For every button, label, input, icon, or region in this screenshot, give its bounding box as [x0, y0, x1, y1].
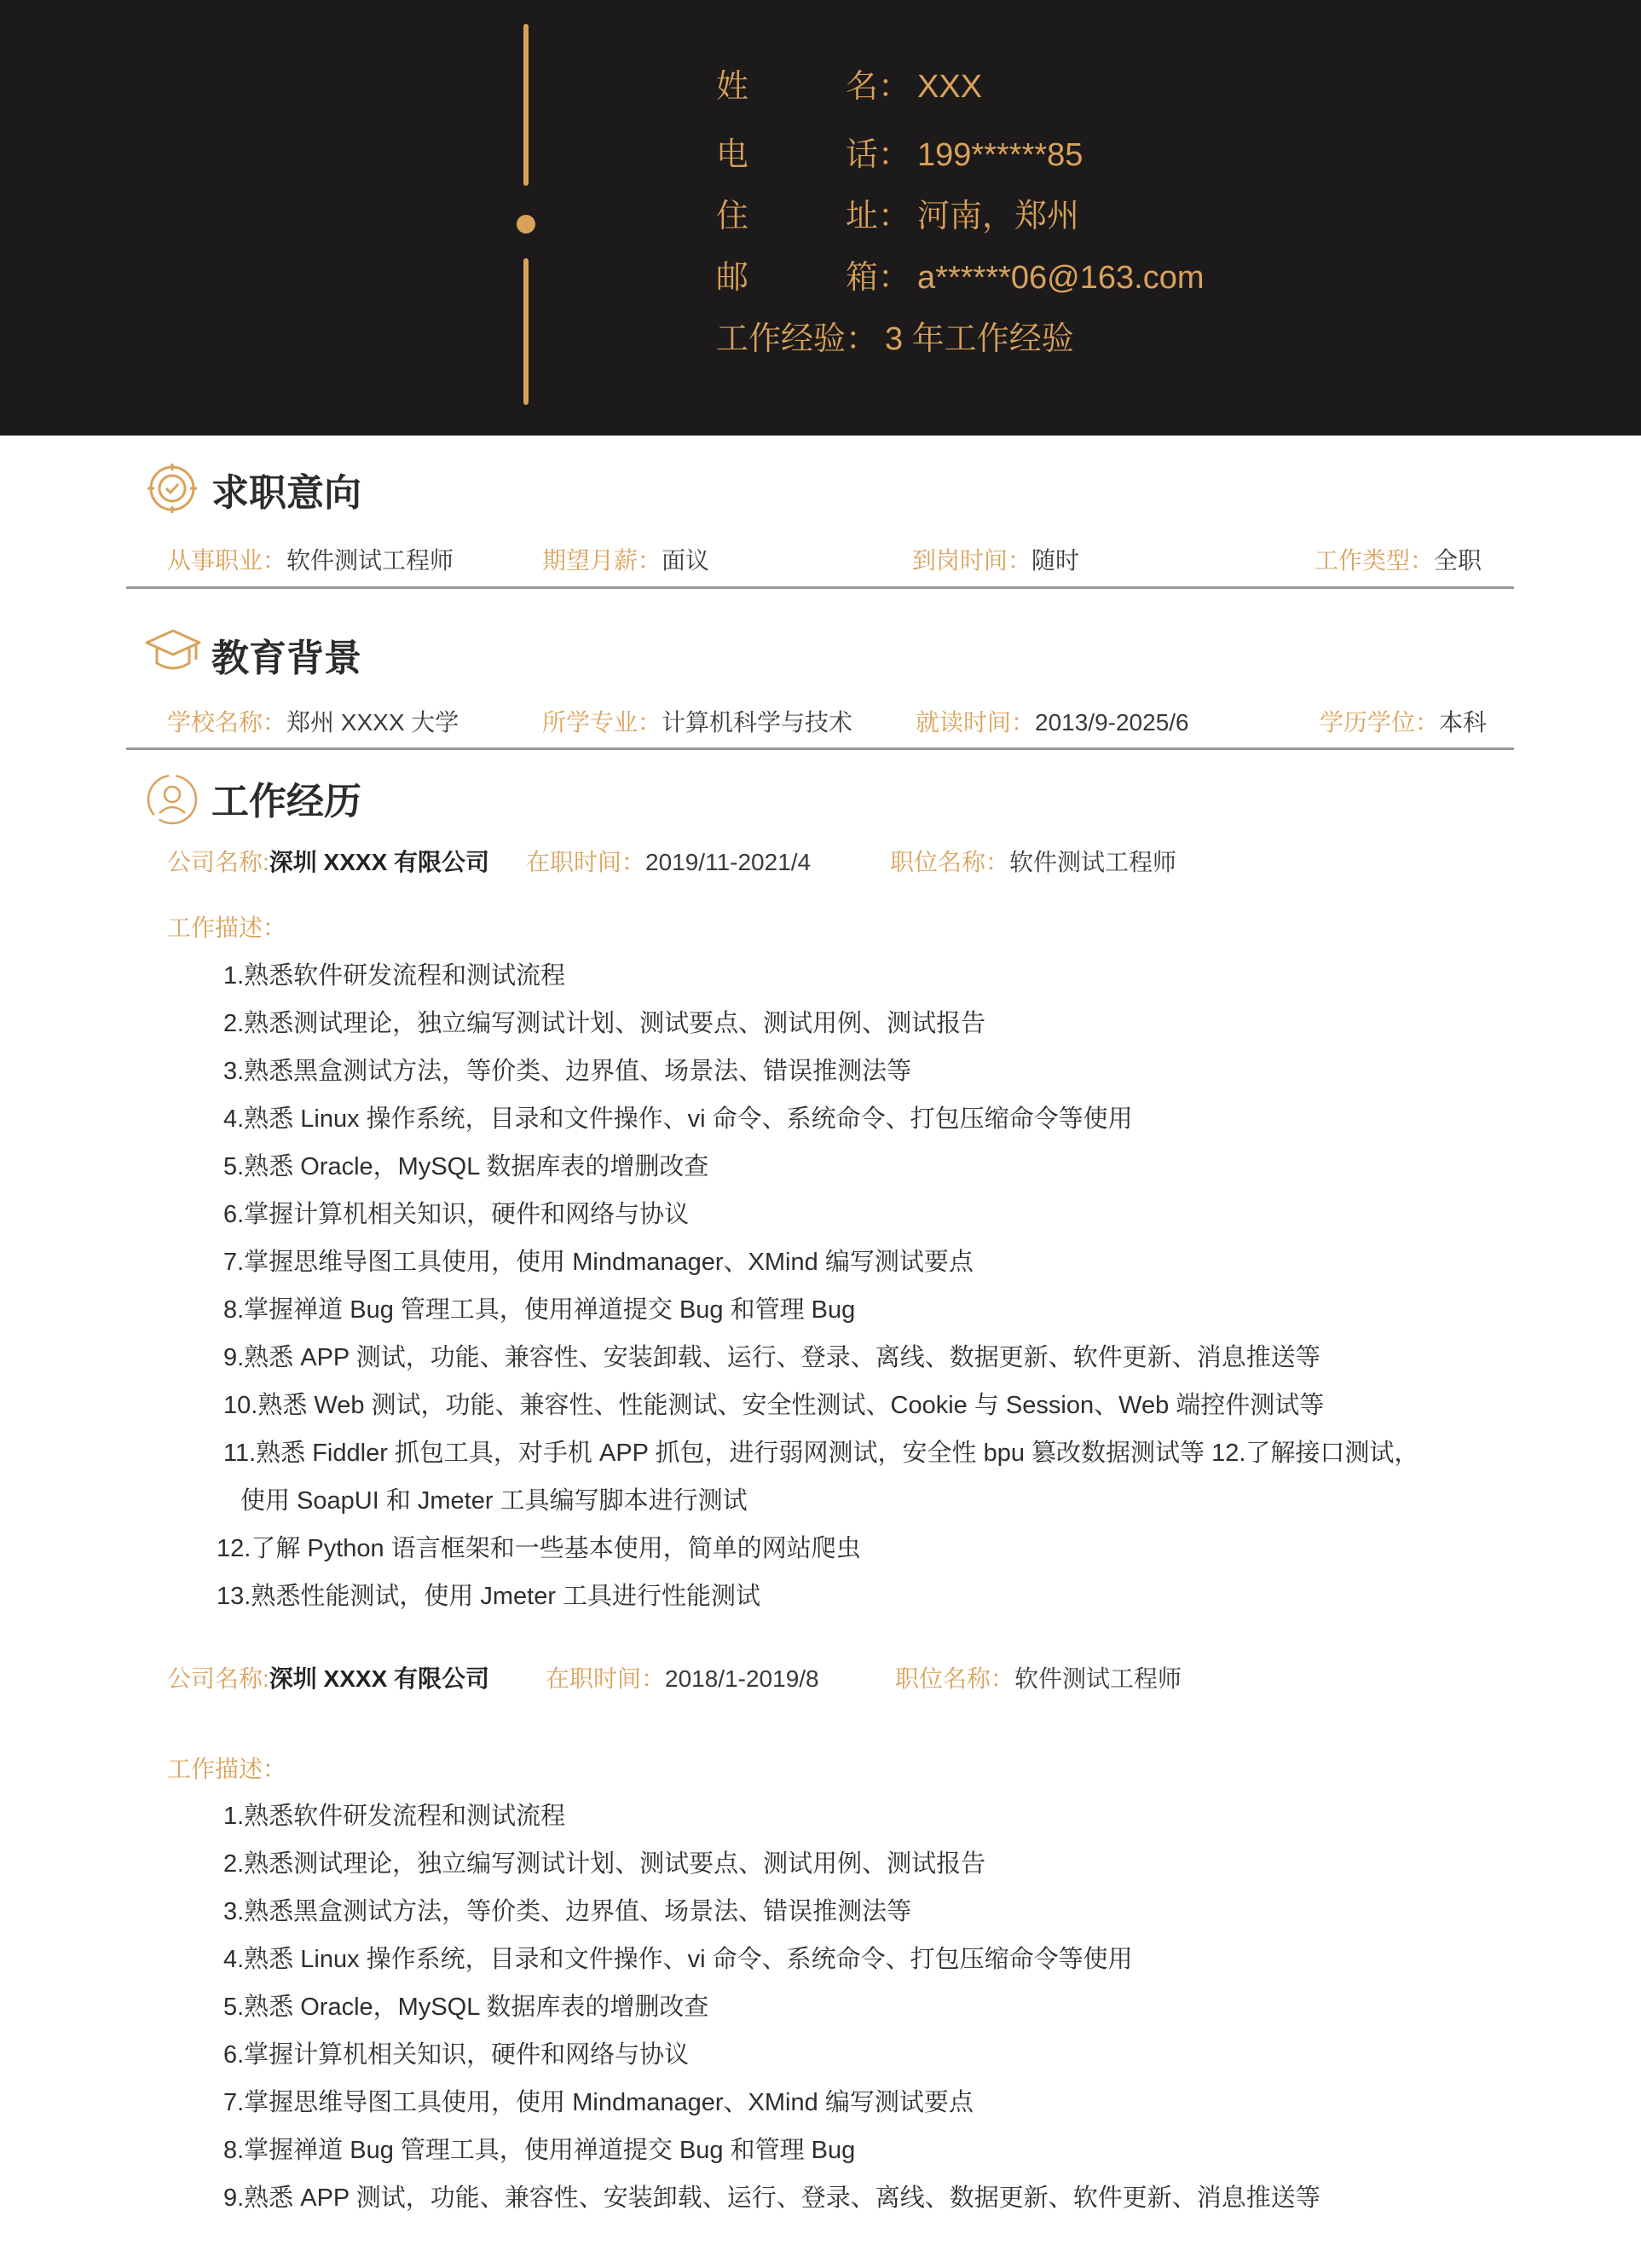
info-email: 邮 箱： a******06@163.com [716, 251, 1204, 297]
job1-item: 3.熟悉黑盒测试方法，等价类、边界值、场景法、错误推测法等 [223, 1058, 912, 1085]
header-divider-bottom [523, 258, 529, 405]
job1-item: 12.了解 Python 语言框架和一些基本使用，简单的网站爬虫 [217, 1535, 861, 1562]
divider-education [126, 747, 1514, 750]
person-badge-icon [145, 772, 199, 827]
job2-item: 5.熟悉 Oracle，MySQL 数据库表的增删改查 [223, 1994, 709, 2021]
edu-degree: 学历学位：本科 [1320, 709, 1488, 736]
job1-item: 6.掌握计算机相关知识，硬件和网络与协议 [223, 1201, 690, 1228]
job1-desc-label: 工作描述： [167, 915, 287, 941]
job1-item: 5.熟悉 Oracle，MySQL 数据库表的增删改查 [223, 1153, 709, 1180]
job1-item: 1.熟悉软件研发流程和测试流程 [223, 962, 566, 990]
edu-period: 就读时间：2013/9-2025/6 [916, 709, 1189, 736]
job2-position: 职位名称：软件测试工程师 [895, 1665, 1182, 1692]
header-divider-dot [517, 215, 535, 234]
section-title-intent: 求职意向 [211, 472, 361, 514]
job2-item: 3.熟悉黑盒测试方法，等价类、边界值、场景法、错误推测法等 [223, 1898, 912, 1925]
job1-item: 4.熟悉 Linux 操作系统，目录和文件操作、vi 命令、系统命令、打包压缩命令等使用 [223, 1105, 1133, 1133]
target-icon [147, 463, 198, 514]
info-experience-label: 工作经验 [716, 321, 847, 357]
info-name-value: XXX [917, 69, 983, 105]
job1-item: 11.熟悉 Fiddler 抓包工具，对手机 APP 抓包，进行弱网测试，安全性 bpu 篡改数据测试等 12.了解接口测试， [223, 1440, 1419, 1467]
info-experience: 工作经验： 3 年工作经验 [716, 312, 1074, 359]
job1-item: 使用 SoapUI 和 Jmeter 工具编写脚本进行测试 [240, 1487, 748, 1515]
job2-item: 1.熟悉软件研发流程和测试流程 [223, 1803, 566, 1830]
edu-major: 所学专业：计算机科学与技术 [542, 709, 853, 736]
job1-item: 9.熟悉 APP 测试，功能、兼容性、安装卸载、运行、登录、离线、数据更新、软件更新、消息推送等 [223, 1344, 1320, 1371]
job2-desc-label: 工作描述： [167, 1756, 287, 1782]
section-title-work: 工作经历 [211, 781, 361, 822]
job1-position: 职位名称：软件测试工程师 [890, 849, 1177, 875]
job2-period: 在职时间：2018/1-2019/8 [546, 1665, 819, 1692]
intent-type: 工作类型：全职 [1315, 547, 1482, 574]
graduation-cap-icon [143, 626, 203, 678]
info-address-value: 河南，郑州 [917, 199, 1080, 234]
job2-company: 公司名称:深圳 XXXX 有限公司 [167, 1665, 490, 1692]
info-phone: 电 话： 199******85 [716, 128, 1083, 175]
divider-intent [126, 586, 1514, 589]
info-phone-value: 199******85 [917, 137, 1083, 173]
info-address: 住 址： 河南，郑州 [716, 189, 1079, 236]
job2-item: 9.熟悉 APP 测试，功能、兼容性、安装卸载、运行、登录、离线、数据更新、软件更新、消息推送等 [223, 2184, 1320, 2212]
job1-period: 在职时间：2019/11-2021/4 [526, 849, 812, 875]
info-name-label: 姓 名 [716, 69, 879, 105]
info-email-value: a******06@163.com [917, 260, 1205, 296]
header-banner [0, 0, 1641, 436]
job1-item: 13.熟悉性能测试，使用 Jmeter 工具进行性能测试 [217, 1583, 761, 1610]
job2-item: 7.掌握思维导图工具使用，使用 Mindmanager、XMind 编写测试要点 [223, 2089, 974, 2116]
intent-job: 从事职业：软件测试工程师 [167, 547, 454, 574]
job1-company: 公司名称:深圳 XXXX 有限公司 [167, 849, 490, 875]
job2-item: 2.熟悉测试理论，独立编写测试计划、测试要点、测试用例、测试报告 [223, 1850, 986, 1878]
info-phone-label: 电 话 [716, 137, 879, 173]
job2-item: 8.掌握禅道 Bug 管理工具，使用禅道提交 Bug 和管理 Bug [223, 2137, 856, 2164]
intent-salary: 期望月薪：面议 [542, 547, 710, 574]
intent-arrival: 到岗时间：随时 [912, 547, 1080, 574]
info-name: 姓 名： XXX [716, 60, 982, 107]
job1-item: 7.掌握思维导图工具使用，使用 Mindmanager、XMind 编写测试要点 [223, 1249, 974, 1276]
job2-item: 6.掌握计算机相关知识，硬件和网络与协议 [223, 2041, 690, 2069]
job1-item: 8.掌握禅道 Bug 管理工具，使用禅道提交 Bug 和管理 Bug [223, 1296, 856, 1324]
info-address-label: 住 址 [716, 199, 879, 234]
edu-school: 学校名称：郑州 XXXX 大学 [167, 709, 459, 736]
job2-item: 4.熟悉 Linux 操作系统，目录和文件操作、vi 命令、系统命令、打包压缩命令等使用 [223, 1946, 1133, 1973]
job1-item: 2.熟悉测试理论，独立编写测试计划、测试要点、测试用例、测试报告 [223, 1010, 986, 1037]
info-email-label: 邮 箱 [716, 260, 879, 296]
job1-item: 10.熟悉 Web 测试，功能、兼容性、性能测试、安全性测试、Cookie 与 Session、Web 端控件测试等 [223, 1392, 1325, 1419]
info-experience-value: 3 年工作经验 [885, 321, 1074, 357]
section-title-education: 教育背景 [211, 638, 361, 679]
header-divider-top [523, 24, 529, 186]
